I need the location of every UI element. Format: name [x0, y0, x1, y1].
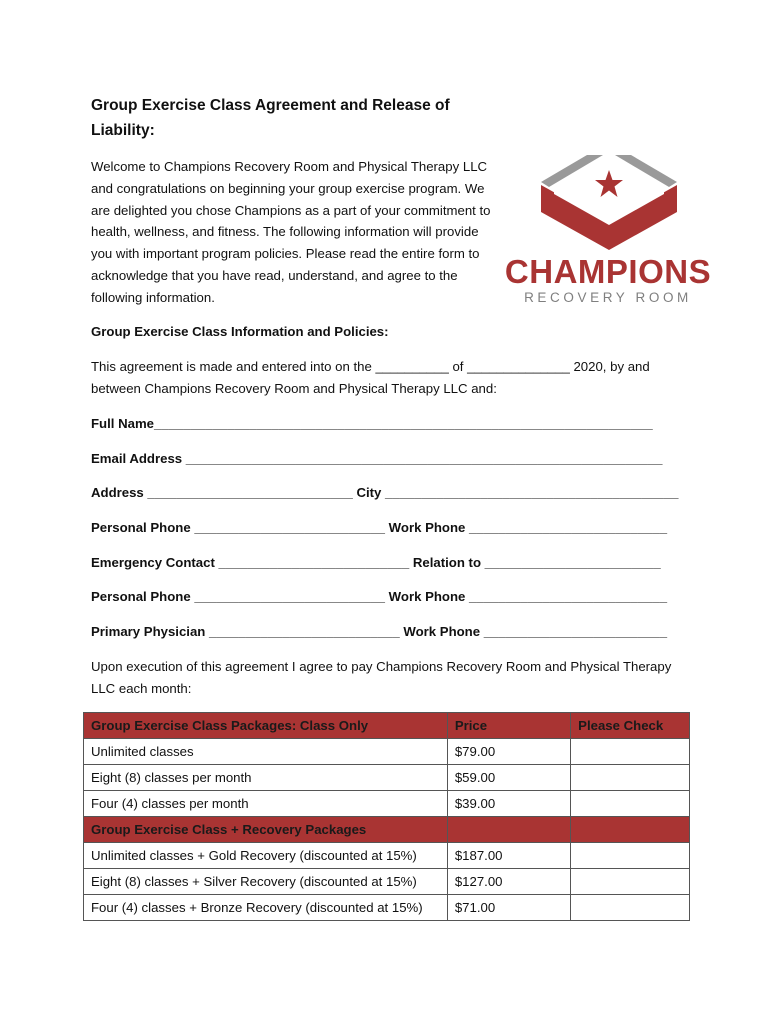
logo-subtitle-text: RECOVERY ROOM [524, 290, 692, 305]
package-name-cell: Unlimited classes [84, 739, 448, 765]
champions-logo [496, 150, 722, 310]
logo-brand-text: CHAMPIONS [504, 253, 712, 290]
intro-paragraph: Welcome to Champions Recovery Room and Physical Therapy LLC and congratulations on beginning your group exercise program. We are delighted you chose Champions as a part of your commitment to health, wellness, and fitness. The following information will provide you with important program policies. Please read the entire form to acknowledge that you have read, understand, and agree to the following information. [91, 159, 491, 305]
emergency-contact-field[interactable]: Emergency Contact __________________________ Relation to ________________________ [91, 555, 661, 570]
package-price-cell: $71.00 [447, 895, 570, 921]
recovery-header-blank [571, 817, 690, 843]
table-row [84, 895, 690, 921]
table-header-row [84, 713, 690, 739]
email-field[interactable]: Email Address _________________________________________________________________ [91, 451, 663, 466]
recovery-header-cell: Group Exercise Class + Recovery Packages [84, 817, 448, 843]
recovery-header-row [84, 817, 690, 843]
package-name-cell: Four (4) classes per month [84, 791, 448, 817]
package-name-cell: Eight (8) classes per month [84, 765, 448, 791]
page-title: Group Exercise Class Agreement and Release of Liability: [91, 97, 450, 139]
package-price-cell: $187.00 [447, 843, 570, 869]
policies-heading: Group Exercise Class Information and Policies: [91, 324, 389, 339]
package-name-cell: Unlimited classes + Gold Recovery (discounted at 15%) [84, 843, 448, 869]
physician-field[interactable]: Primary Physician __________________________ Work Phone _________________________ [91, 624, 668, 639]
full-name-field[interactable]: Full Name____________________________________________________________________ [91, 416, 653, 431]
check-cell[interactable] [571, 791, 690, 817]
check-cell[interactable] [571, 895, 690, 921]
check-cell[interactable] [571, 739, 690, 765]
package-name-cell: Four (4) classes + Bronze Recovery (discounted at 15%) [84, 895, 448, 921]
check-cell[interactable] [571, 765, 690, 791]
header-price-cell: Price [447, 713, 570, 739]
recovery-header-blank [447, 817, 570, 843]
table-row [84, 791, 690, 817]
table-row [84, 869, 690, 895]
star-icon [595, 170, 623, 197]
table-row [84, 739, 690, 765]
address-city-field[interactable]: Address ____________________________ City ________________________________________ [91, 485, 679, 500]
table-row [84, 765, 690, 791]
agreement-paragraph: This agreement is made and entered into on the __________ of ______________ 2020, by and between Champions Recovery Room and Physical Therapy LLC and: [91, 359, 650, 396]
header-check-cell: Please Check [571, 713, 690, 739]
check-cell[interactable] [571, 843, 690, 869]
table-row [84, 843, 690, 869]
package-price-cell: $79.00 [447, 739, 570, 765]
champions-logo-mark-icon [496, 150, 722, 254]
package-name-cell: Eight (8) classes + Silver Recovery (discounted at 15%) [84, 869, 448, 895]
package-price-cell: $59.00 [447, 765, 570, 791]
check-cell[interactable] [571, 869, 690, 895]
phone-field-1[interactable]: Personal Phone __________________________ Work Phone ___________________________ [91, 520, 668, 535]
payment-paragraph: Upon execution of this agreement I agree to pay Champions Recovery Room and Physical Therapy LLC each month: [91, 659, 672, 696]
package-price-cell: $39.00 [447, 791, 570, 817]
header-package-cell: Group Exercise Class Packages: Class Only [84, 713, 448, 739]
packages-table [83, 712, 690, 921]
package-price-cell: $127.00 [447, 869, 570, 895]
phone-field-2[interactable]: Personal Phone __________________________ Work Phone ___________________________ [91, 589, 668, 604]
